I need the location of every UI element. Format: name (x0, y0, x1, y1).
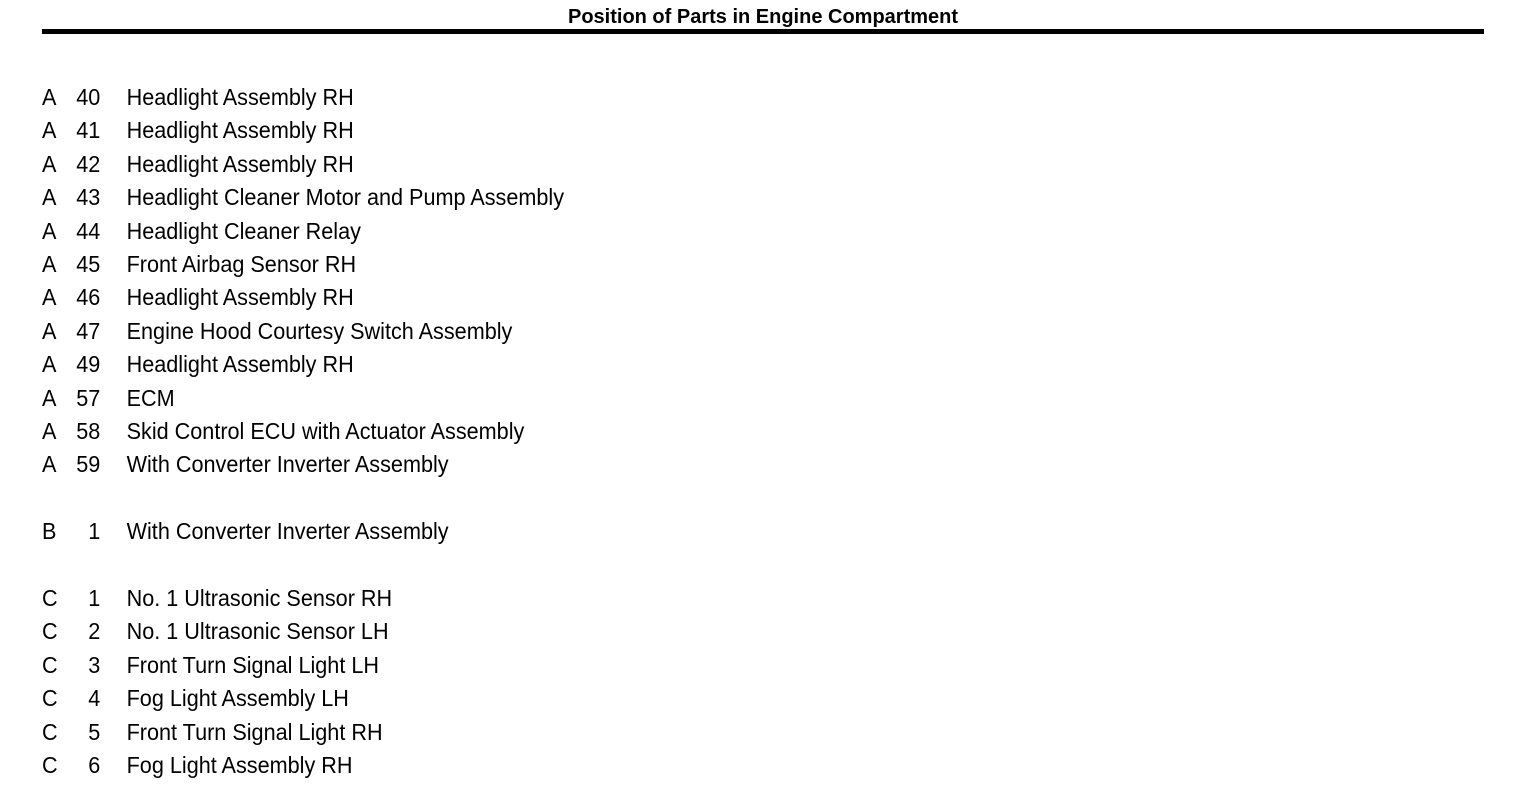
part-number: 57 (76, 384, 101, 411)
part-row (42, 615, 888, 648)
part-connector-code: C (42, 585, 58, 611)
part-name: Fog Light Assembly LH (126, 685, 349, 712)
part-number: 40 (76, 84, 101, 110)
part-number: 42 (76, 150, 101, 177)
part-connector-code: C (42, 751, 58, 778)
part-name: With Converter Inverter Assembly (126, 518, 449, 544)
part-number: 2 (88, 618, 101, 645)
part-name: Headlight Assembly RH (126, 84, 354, 110)
part-row (42, 415, 888, 448)
part-row (42, 382, 888, 415)
part-connector-code: C (42, 718, 58, 745)
part-row (42, 348, 888, 381)
part-name: ECM (126, 384, 175, 411)
part-name: Headlight Cleaner Relay (126, 217, 361, 244)
part-row (42, 716, 888, 749)
part-name: Front Airbag Sensor RH (126, 250, 357, 277)
part-row (42, 181, 888, 214)
parts-group-c (42, 582, 942, 782)
part-number: 44 (76, 217, 101, 244)
part-number: 49 (76, 351, 101, 378)
part-row (42, 448, 888, 481)
part-row (42, 682, 888, 715)
part-number: 46 (76, 284, 101, 311)
part-name: Headlight Cleaner Motor and Pump Assembly (126, 184, 565, 211)
part-number: 5 (88, 718, 101, 745)
part-name: Headlight Assembly RH (126, 150, 354, 177)
part-number: 45 (76, 250, 101, 277)
part-row (42, 749, 888, 782)
part-connector-code: A (42, 250, 57, 277)
part-connector-code: A (42, 284, 57, 311)
part-connector-code: A (42, 351, 57, 378)
part-connector-code: A (42, 384, 57, 411)
part-connector-code: A (42, 451, 57, 478)
part-number: 4 (88, 685, 101, 712)
part-name: Engine Hood Courtesy Switch Assembly (126, 317, 513, 344)
part-connector-code: A (42, 417, 57, 444)
part-number: 1 (88, 585, 101, 611)
part-name: No. 1 Ultrasonic Sensor RH (126, 585, 393, 611)
part-number: 43 (76, 184, 101, 211)
page-title: Position of Parts in Engine Compartment (567, 6, 959, 28)
part-row (42, 148, 888, 181)
part-connector-code: C (42, 651, 58, 678)
part-connector-code: A (42, 150, 57, 177)
part-connector-code: A (42, 317, 57, 344)
parts-group-b (42, 515, 942, 548)
part-row (42, 515, 888, 548)
part-connector-code: C (42, 618, 58, 645)
part-name: Front Turn Signal Light LH (126, 651, 379, 678)
title-rule (42, 29, 1484, 34)
part-connector-code: A (42, 84, 57, 110)
part-name: With Converter Inverter Assembly (126, 451, 449, 478)
part-row (42, 114, 888, 147)
part-number: 58 (76, 417, 101, 444)
part-name: Fog Light Assembly RH (126, 751, 353, 778)
part-number: 59 (76, 451, 101, 478)
part-name: No. 1 Ultrasonic Sensor LH (126, 618, 389, 645)
part-name: Front Turn Signal Light RH (126, 718, 383, 745)
part-name: Headlight Assembly RH (126, 284, 354, 311)
part-name: Headlight Assembly RH (126, 117, 354, 144)
part-number: 6 (88, 751, 101, 778)
part-row (42, 582, 888, 615)
part-row (42, 281, 888, 314)
part-number: 41 (76, 117, 101, 144)
part-row (42, 315, 888, 348)
part-row (42, 81, 888, 114)
part-connector-code: A (42, 117, 57, 144)
part-number: 47 (76, 317, 101, 344)
part-number: 1 (88, 518, 101, 544)
part-connector-code: A (42, 184, 57, 211)
part-name: Skid Control ECU with Actuator Assembly (126, 417, 525, 444)
part-connector-code: B (42, 518, 57, 544)
part-row (42, 649, 888, 682)
parts-group-a (42, 81, 942, 482)
part-row (42, 248, 888, 281)
part-name: Headlight Assembly RH (126, 351, 354, 378)
part-number: 3 (88, 651, 101, 678)
part-connector-code: C (42, 685, 58, 712)
part-row (42, 215, 888, 248)
part-connector-code: A (42, 217, 57, 244)
